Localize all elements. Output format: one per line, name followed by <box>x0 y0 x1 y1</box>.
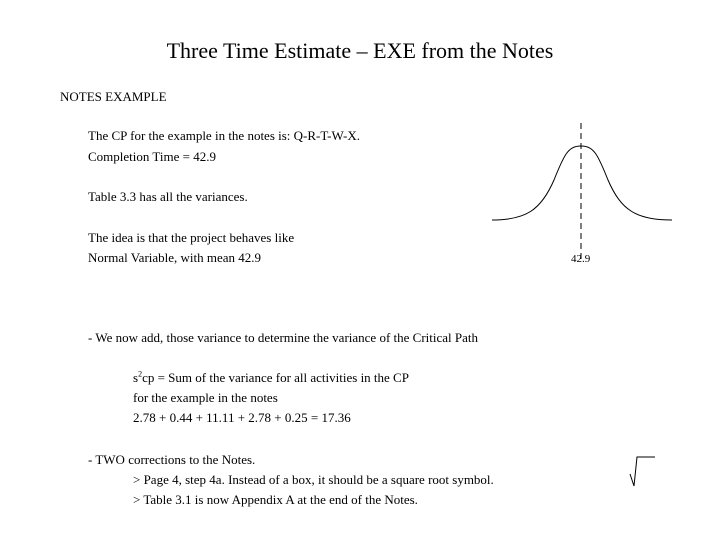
cp-line: The CP for the example in the notes is: Q-R-T-W-X. <box>88 128 360 143</box>
formula-superscript: 2 <box>138 369 143 379</box>
corrections-heading: - TWO corrections to the Notes. <box>88 452 256 467</box>
add-variance-line: - We now add, those variance to determine the variance of the Critical Path <box>88 330 479 345</box>
slide-title: Three Time Estimate – EXE from the Notes <box>166 38 554 63</box>
normal-curve-icon <box>486 120 686 270</box>
idea-line-2: Normal Variable, with mean 42.9 <box>88 250 262 265</box>
bell-curve-path <box>492 146 672 220</box>
formula-rest: cp = Sum of the variance for all activities in the CP <box>142 370 409 385</box>
formula-line-1 <box>133 368 409 388</box>
formula-line-3: 2.78 + 0.44 + 11.11 + 2.78 + 0.25 = 17.36 <box>133 410 351 425</box>
correction-2: > Table 3.1 is now Appendix A at the end of the Notes. <box>133 492 418 507</box>
normal-curve-figure <box>486 120 686 270</box>
completion-time-line: Completion Time = 42.9 <box>88 149 216 164</box>
section-label: NOTES EXAMPLE <box>60 89 167 104</box>
idea-line-1: The idea is that the project behaves like <box>88 230 295 245</box>
formula-prefix: s <box>133 370 139 385</box>
square-root-icon <box>628 454 658 490</box>
mean-label: 42.9 <box>571 253 591 265</box>
formula-line-2: for the example in the notes <box>133 390 278 405</box>
correction-1: > Page 4, step 4a. Instead of a box, it should be a square root symbol. <box>133 472 494 487</box>
table-variances-line: Table 3.3 has all the variances. <box>88 189 248 204</box>
